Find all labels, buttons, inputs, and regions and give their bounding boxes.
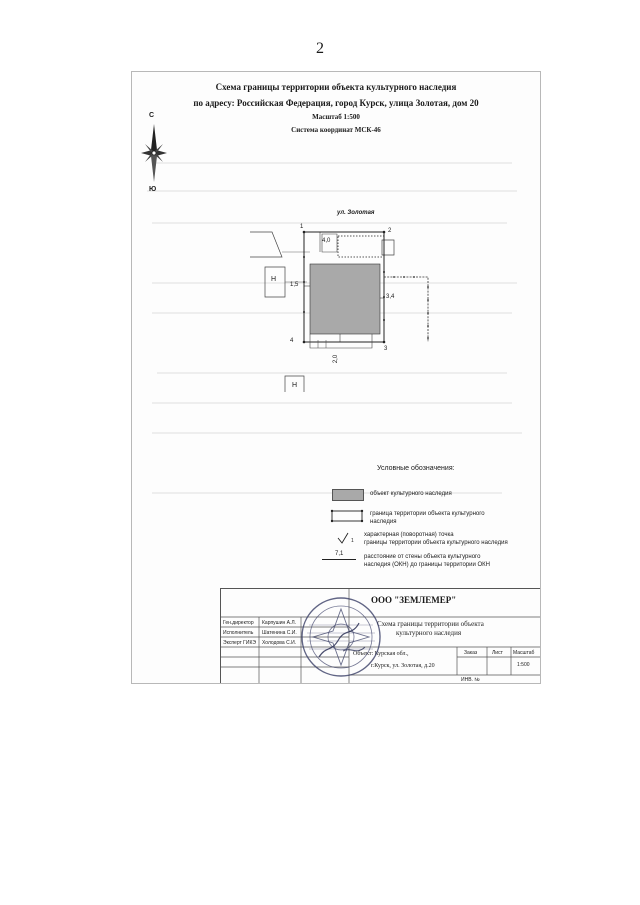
- legend-item-point-line2: границы территории объекта культурного наследия: [364, 540, 508, 546]
- col-scale: Масштаб: [513, 650, 535, 656]
- legend-okn-swatch: [332, 489, 364, 501]
- scheme-sheet: [131, 71, 541, 684]
- scheme-title-line2: по адресу: Российская Федерация, город Курск, улица Золотая, дом 20: [193, 98, 479, 108]
- scale-value: 1:500: [517, 662, 530, 668]
- point-label: 3: [384, 346, 388, 352]
- scheme-coord-system: Система координат МСК-46: [291, 126, 381, 134]
- dimension-label: 2,0: [333, 354, 340, 364]
- col-order: Заказ: [464, 650, 478, 656]
- scheme-title-line1: Схема границы территории объекта культурного наследия: [215, 82, 457, 92]
- legend-item-border-line1: граница территории объекта культурного: [370, 511, 485, 517]
- site-plan-map: [132, 72, 540, 392]
- point-label: 2: [388, 228, 392, 234]
- name-executor: Шатенина С.И.: [262, 630, 297, 636]
- object-address: г.Курск, ул. Золотая, д.20: [371, 663, 435, 669]
- dimension-label: 4,0: [322, 238, 331, 244]
- point-label: 1: [300, 224, 304, 230]
- company-name: ООО "ЗЕМЛЕМЕР": [371, 595, 457, 605]
- scheme-scale: Масштаб 1:500: [312, 113, 360, 121]
- legend-distance-symbol: 7,1: [335, 551, 344, 557]
- dimension-label: 3,4: [386, 294, 395, 300]
- dimension-label: 1,5: [290, 282, 299, 288]
- inv-label: ИНВ. №: [461, 677, 480, 683]
- legend-distance-line: [322, 559, 356, 560]
- legend-point-symbol-icon: [336, 531, 358, 545]
- point-label: 4: [290, 338, 294, 344]
- compass-north-label: С: [149, 112, 155, 119]
- page-number: 2: [316, 40, 324, 57]
- compass-south-label: Ю: [149, 186, 157, 193]
- legend-item-distance-line2: наследия (ОКН) до границы территории ОКН: [364, 562, 490, 568]
- name-director: Карпушин А.Л.: [262, 620, 297, 626]
- company-seal-stamp: [299, 595, 383, 679]
- legend-item-okn: объект культурного наследия: [370, 491, 452, 497]
- col-sheet: Лист: [492, 650, 503, 656]
- doc-title-line1: Схема границы территории объекта: [377, 620, 484, 628]
- legend-item-border-line2: наследия: [370, 519, 397, 525]
- building-label: Н: [292, 382, 298, 389]
- neighbour-contour: [250, 232, 282, 257]
- legend-item-point-line1: характерная (поворотная) точка: [364, 532, 454, 538]
- fence-line: [384, 277, 428, 342]
- street-label: ул. Золотая: [337, 210, 375, 216]
- role-expert: Эксперт ГИКЭ: [223, 640, 256, 646]
- legend-item-distance-line1: расстояние от стены объекта культурного: [364, 554, 481, 560]
- doc-title-line2: культурного наследия: [396, 629, 462, 637]
- okn-object-shape: [310, 264, 380, 334]
- building-label: Н: [271, 276, 277, 283]
- legend-title: Условные обозначения:: [377, 465, 455, 472]
- name-expert: Холодова С.И.: [262, 640, 297, 646]
- title-block: [220, 588, 541, 684]
- role-director: Ген.директор: [223, 620, 254, 626]
- legend-border-symbol: [330, 508, 364, 524]
- legend-point-number: 1: [351, 538, 354, 544]
- object-label: Объект: Курская обл.,: [353, 651, 409, 657]
- role-executor: Исполнитель: [223, 630, 254, 636]
